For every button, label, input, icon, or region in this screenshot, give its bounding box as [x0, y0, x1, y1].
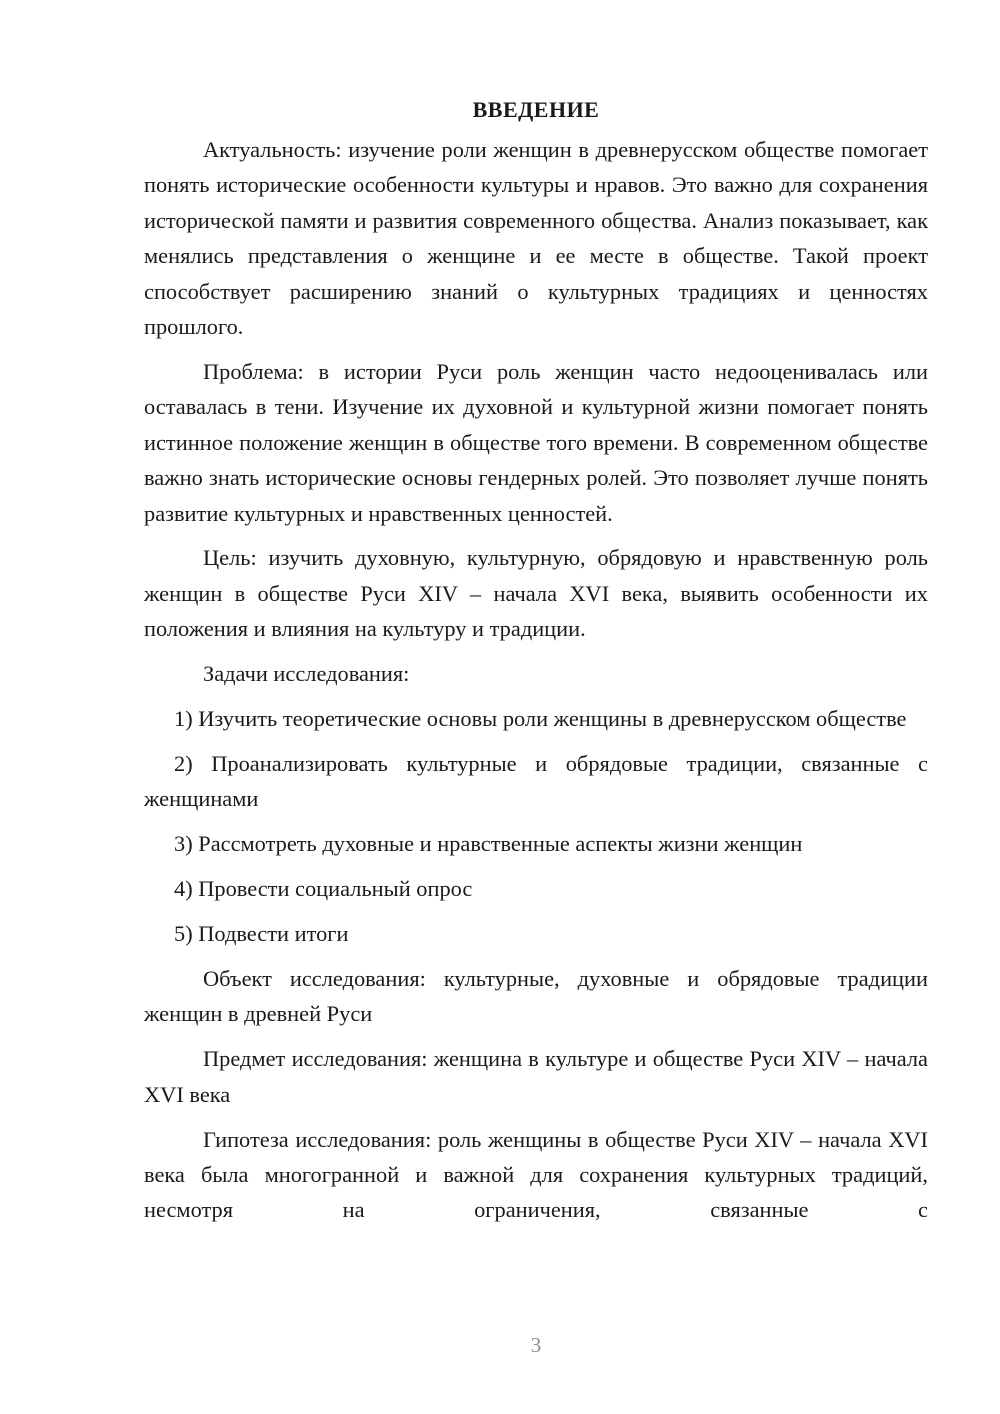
goal-paragraph: Цель: изучить духовную, культурную, обрядовую и нравственную роль женщин в обществе Руси XIV – начала XVI века, выявить особенности их положения и влияния на культуру и традиции. — [144, 545, 928, 642]
task-item: 2) Проанализировать культурные и обрядовые традиции, связанные с женщинами — [144, 751, 928, 812]
task-item: 4) Провести социальный опрос — [174, 876, 473, 902]
section-title: ВВЕДЕНИЕ — [472, 97, 600, 122]
page-number: 3 — [530, 1333, 542, 1357]
object-paragraph: Объект исследования: культурные, духовные и обрядовые традиции женщин в древней Руси — [144, 966, 928, 1027]
hypothesis-paragraph: Гипотеза исследования: роль женщины в обществе Руси XIV – начала XVI века была многогранной и важной для сохранения культурных традиций, несмотря на ограничения, связанные с — [144, 1126, 928, 1223]
problem-paragraph: Проблема: в истории Руси роль женщин часто недооценивалась или оставалась в тени. Изучение их духовной и культурной жизни помогает понять истинное положение женщин в обществе того времени. В современном обществе важно знать исторические основы гендерных ролей. Это позволяет лучше понять развитие культурных и нравственных ценностей. — [144, 358, 928, 526]
task-item: 5) Подвести итоги — [174, 921, 349, 947]
task-item: 1) Изучить теоретические основы роли женщины в древнерусском обществе — [174, 706, 907, 732]
relevance-paragraph: Актуальность: изучение роли женщин в древнерусском обществе помогает понять исторические особенности культуры и нравов. Это важно для сохранения исторической памяти и развития современного общества. Анализ показывает, как менялись представления о женщине и ее месте в обществе. Такой проект способствует расширению знаний о культурных традициях и ценностях прошлого. — [144, 137, 928, 340]
tasks-heading: Задачи исследования: — [203, 661, 410, 687]
document-page — [144, 92, 928, 1228]
subject-paragraph: Предмет исследования: женщина в культуре и обществе Руси XIV – начала XVI века — [144, 1046, 928, 1107]
task-item: 3) Рассмотреть духовные и нравственные аспекты жизни женщин — [174, 831, 803, 857]
